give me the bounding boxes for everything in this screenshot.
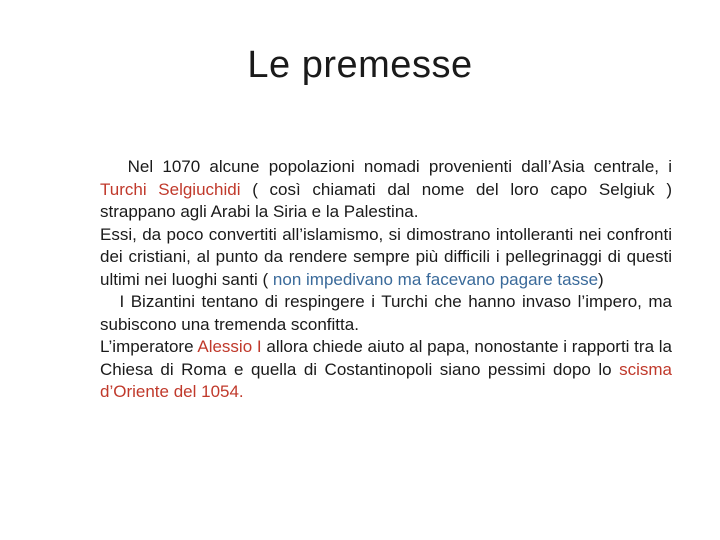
text-segment: Essi, da poco convertiti all’islamismo, si dimostrano intolleranti nei confronti dei cristiani, al punto da rendere sempre più difficili i pellegrinaggi di questi ultimi nei luoghi santi ( xyxy=(100,224,672,289)
highlight-tasse: non impedivano ma facevano pagare tasse xyxy=(272,269,599,289)
highlight-turchi-selgiuchidi: Turchi Selgiuchidi xyxy=(100,179,241,199)
highlight-alessio-i: Alessio I xyxy=(197,337,262,356)
text-segment: allora chiede aiuto al papa, nonostante i rapporti tra la Chiesa di Roma e quella di Costantinopoli siano pessimi dopo lo xyxy=(100,337,672,379)
paragraph-turchi-selgiuchidi xyxy=(100,156,677,224)
text-segment: I Bizantini tentano di respingere i Turchi che hanno invaso l’impero, ma subiscono una tremenda sconfitta. xyxy=(100,292,677,334)
text-segment: ) xyxy=(598,269,604,289)
text-segment: ( così chiamati dal nome del loro capo Selgiuk ) strappano agli Arabi la Siria e la Palestina. xyxy=(100,179,673,221)
highlight-scisma: scisma d’Oriente del 1054. xyxy=(100,359,672,401)
slide-title: Le premesse xyxy=(247,44,473,86)
paragraph-intolleranza xyxy=(100,224,672,292)
text-segment: Nel 1070 alcune popolazioni nomadi provenienti dall’Asia centrale, i xyxy=(100,157,677,176)
paragraph-alessio xyxy=(100,336,672,404)
paragraph-bizantini xyxy=(100,291,677,336)
slide-body xyxy=(100,156,677,404)
text-segment: L’imperatore xyxy=(100,337,198,356)
